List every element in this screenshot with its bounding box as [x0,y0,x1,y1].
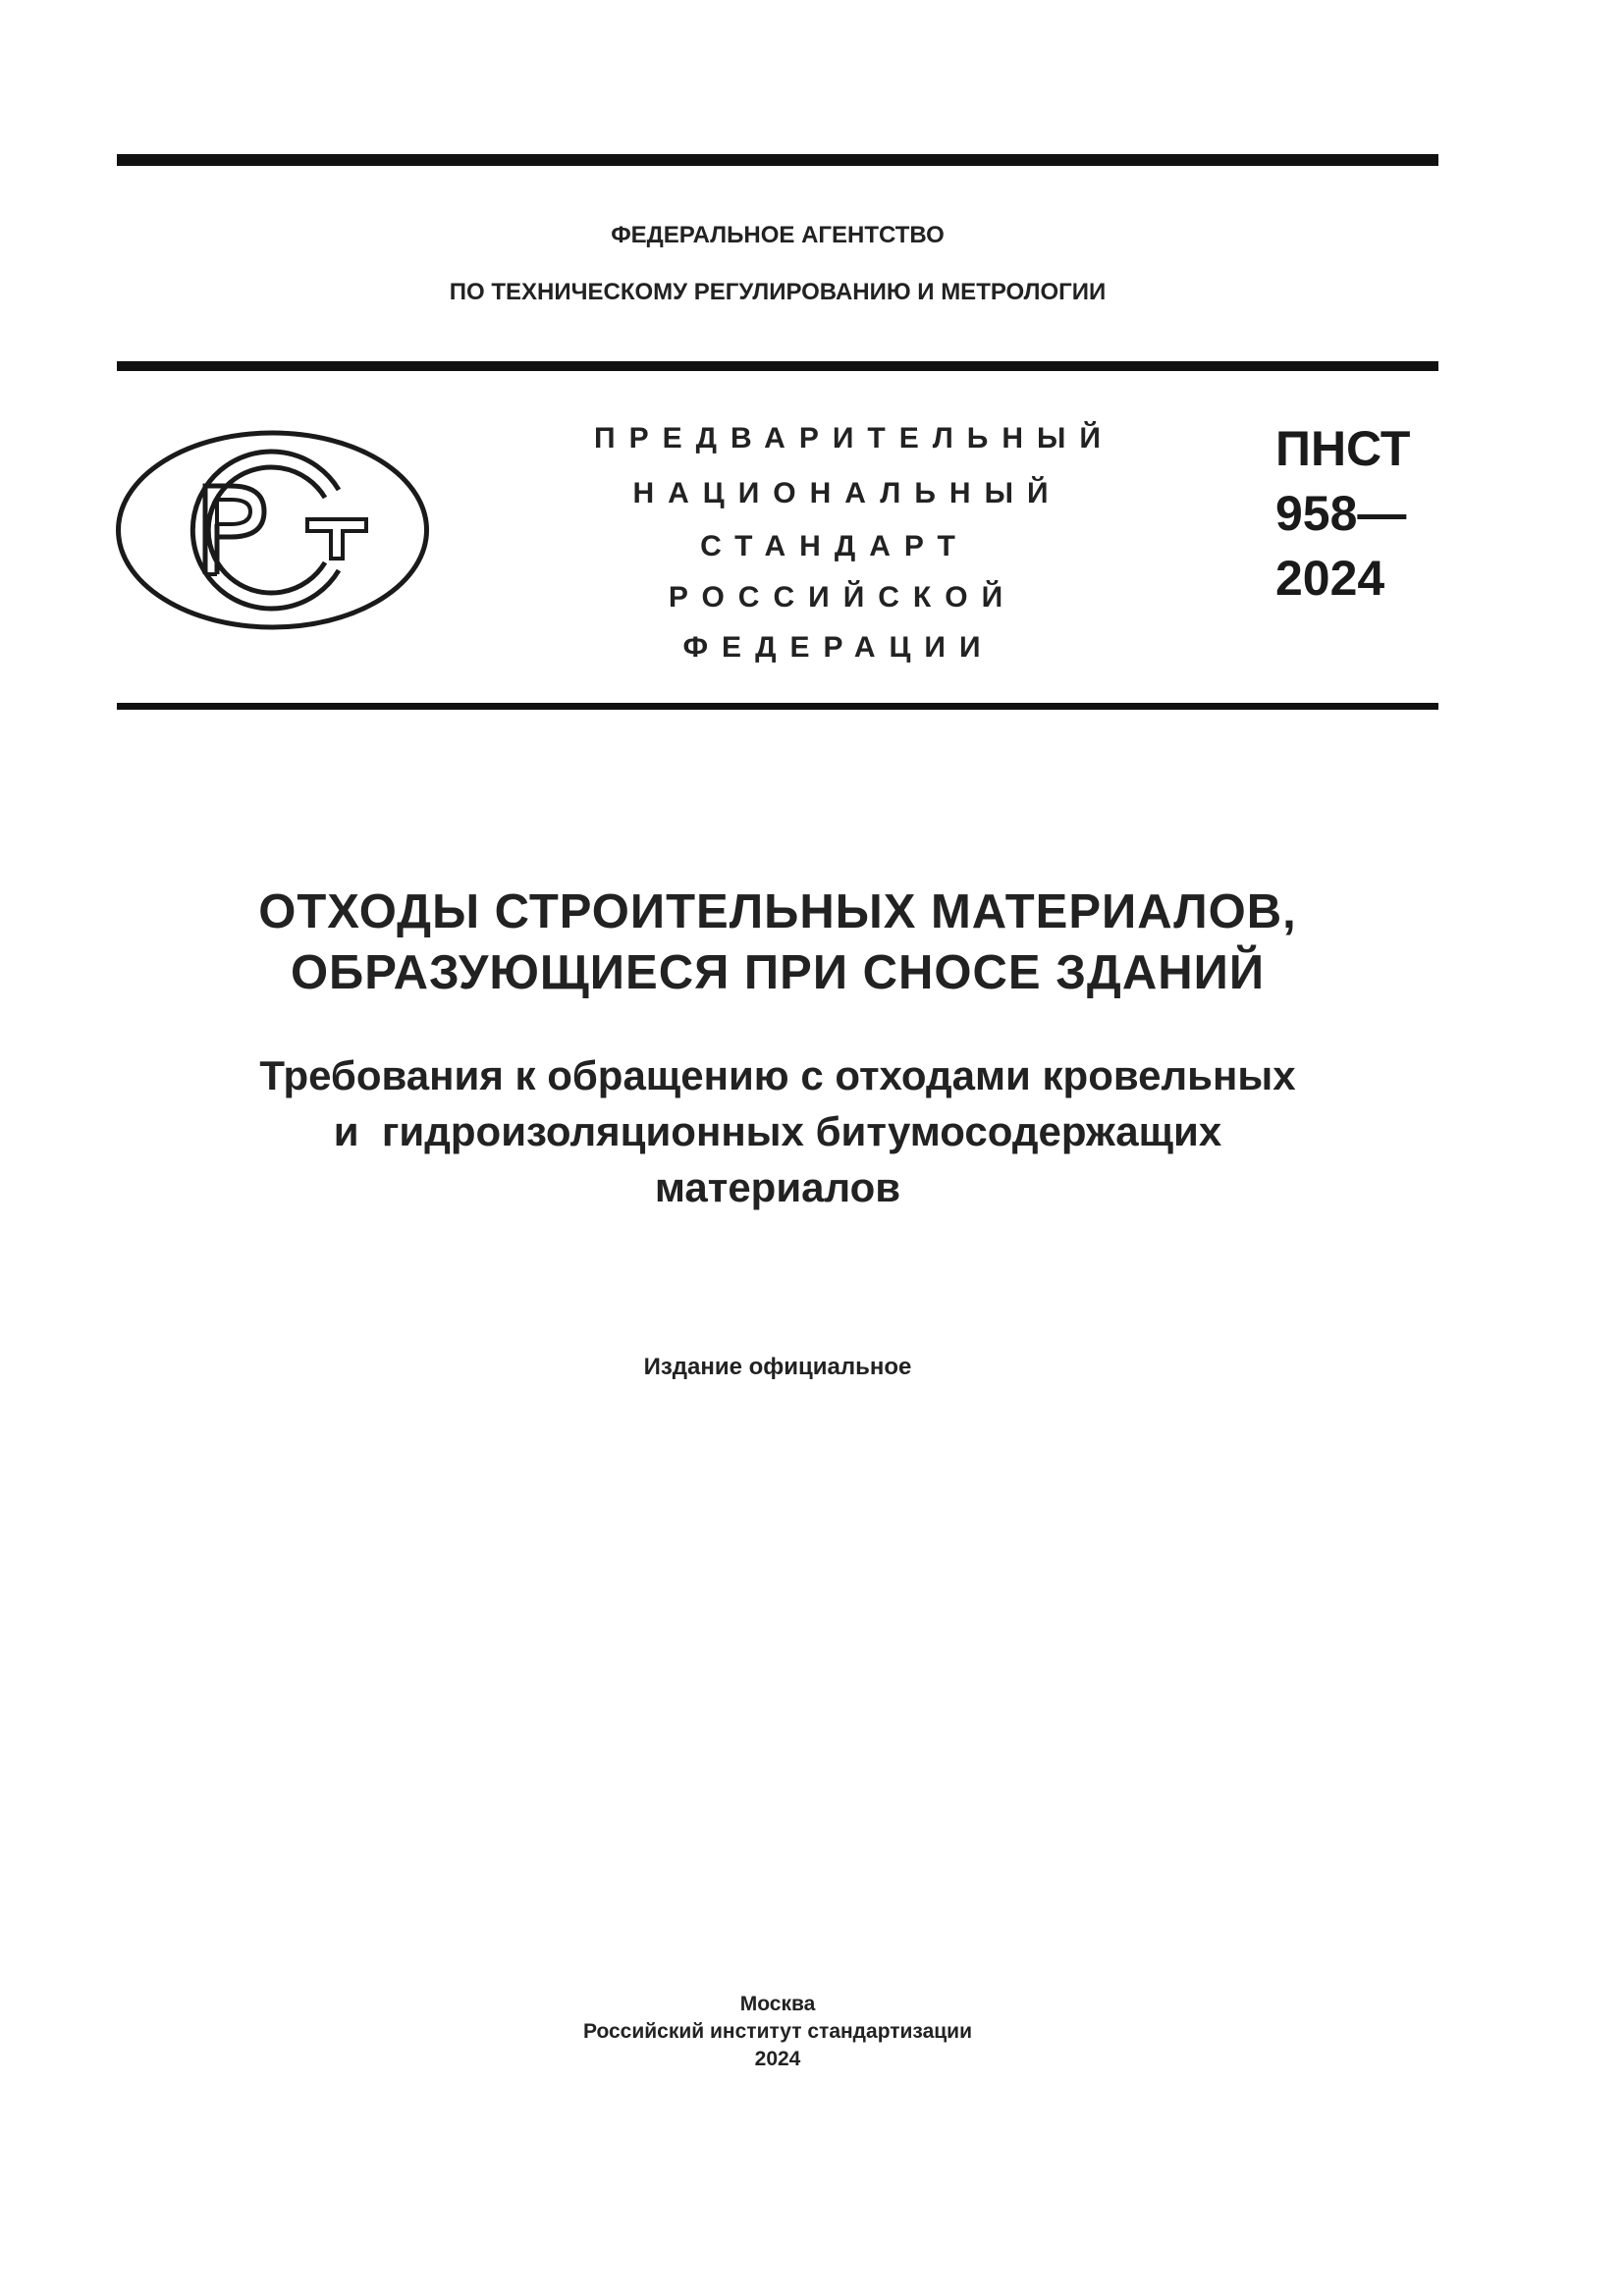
standard-type-word: РОССИЙСКОЙ [668,581,1017,614]
document-subtitle [117,1047,1438,1215]
bottom-rule [117,703,1438,710]
standard-type-word: СТАНДАРТ [700,530,969,562]
designation-year: 2024 [1275,551,1385,606]
subtitle-line: материалов [654,1164,901,1210]
middle-rule [117,361,1438,371]
subtitle-line: и гидроизоляционных битумосодержащих [333,1108,1222,1154]
standard-type-word: НАЦИОНАЛЬНЫЙ [632,477,1062,509]
standard-designation [1275,416,1410,611]
edition-label: Издание официальное [643,1354,912,1380]
imprint [117,1991,1438,2073]
imprint-publisher: Российский институт стандартизации [582,2020,973,2043]
agency-name-line-1: ФЕДЕРАЛЬНОЕ АГЕНТСТВО [611,222,945,248]
imprint-city: Москва [739,1993,816,2015]
top-rule [117,154,1438,166]
standard-type-word: ФЕДЕРАЦИИ [682,631,995,664]
designation-prefix: ПНСТ [1275,421,1411,476]
standard-type-word: ПРЕДВАРИТЕЛЬНЫЙ [594,422,1114,454]
document-title [117,881,1438,1003]
title-line: ОТХОДЫ СТРОИТЕЛЬНЫХ МАТЕРИАЛОВ, [258,885,1297,938]
title-line: ОБРАЗУЮЩИЕСЯ ПРИ СНОСЕ ЗДАНИЙ [290,946,1266,999]
subtitle-line: Требования к обращению с отходами кровельных [259,1052,1296,1098]
gost-r-mark-icon [115,429,430,631]
agency-name-line-2: ПО ТЕХНИЧЕСКОМУ РЕГУЛИРОВАНИЮ И МЕТРОЛОГИИ [449,279,1107,305]
imprint-year: 2024 [754,2048,801,2070]
designation-number: 958— [1275,486,1407,541]
